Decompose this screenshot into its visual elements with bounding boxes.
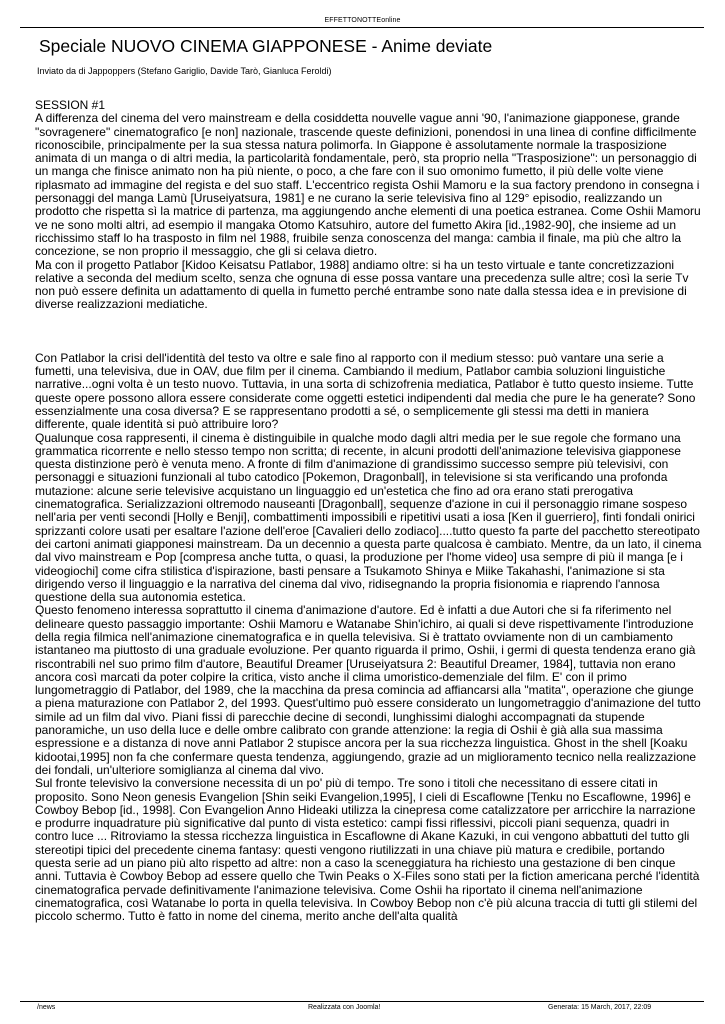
article-paragraph: Qualunque cosa rappresenti, il cinema è distinguibile in qualche modo dagli altri media per le sue regole che formano una grammatica ricorrente e nello stesso tempo non scritta; di recente, in alcuni prodotti dell'animazione televisiva giapponese questa distinzione però è venuta meno. A fronte di film d'animazione di grandissimo successo sempre più televisivi, con personaggi e situazioni funzionali al tubo catodico [Pokemon, Dragonball], in televisione si sta verificando una profonda mutazione: alcune serie televisive acquistano un linguaggio ed un'estetica che fino ad ora erano stati prerogativa cinematografica. Serializzazioni oltremodo nauseanti [Dragonball], sequenze d'azione in cui il personaggio rimane sospeso nell'aria per venti secondi [Holly e Benji], combattimenti impossibili e ripetitivi usati a iosa [Ken il guerriero], finti fondali onirici sprizzanti colore usati per esaltare l'azione dell'eroe [Cavalieri dello zodiaco]....tutto questo fa parte del pacchetto stereotipato dei cartoni animati giapponesi mainstream. Da un decennio a questa parte qualcosa è cambiato. Mentre, da un lato, il cinema dal vivo mainstream e Pop [compresa anche tutta, o quasi, la produzione per l'home video] usa sempre di più il manga [e i videogiochi] come cifra stilistica d'ispirazione, basti pensare a Tsukamoto Shinya e Miike Takahashi, l'animazione si sta dirigendo verso il linguaggio e la narrativa del cinema dal vivo, ridisegnando la propria fisionomia e riaprendo l'annosa questione della sua autonomia estetica. [35, 430, 702, 605]
article-body [35, 99, 703, 924]
footer-path: /news [37, 1004, 56, 1011]
site-header: EFFETTONOTTEonline [324, 17, 401, 24]
header-divider [20, 27, 704, 28]
article-paragraph: Con Patlabor la crisi dell'identità del testo va oltre e sale fino al rapporto con il medium stesso: può vantare una serie a fumetti, una televisiva, due in OAV, due film per il cinema. Cambiando il medium, Patlabor cambia soluzioni linguistiche narrative...ogni volta è un testo nuovo. Tuttavia, in una sorta di schizofrenia mediatica, Patlabor è tutto questo insieme. Tutte queste opere possono allora essere considerate come oggetti estetici indipendenti dal media che pure le ha generate? Sono essenzialmente una cosa diversa? E se rappresentano prodotti a sé, o semplicemente gli stessi ma detti in maniera differente, quale identità si può attribuire loro? [35, 350, 696, 432]
article-byline: Inviato da di Jappoppers (Stefano Gariglio, Davide Tarò, Gianluca Feroldi) [37, 66, 332, 76]
footer-generated-date: Generata: 15 March, 2017, 22:09 [548, 1004, 652, 1011]
article-title: Speciale NUOVO CINEMA GIAPPONESE - Anime deviate [39, 36, 493, 56]
session-heading: SESSION #1 [35, 98, 106, 112]
article-paragraph: Sul fronte televisivo la conversione necessita di un po' più di tempo. Tre sono i titoli che necessitano di essere citati in proposito. Sono Neon genesis Evangelion [Shin seiki Evangelion,1995], I cieli di Escaflowne [Tenku no Escaflowne, 1996] e Cowboy Bebop [id., 1998]. Con Evangelion Anno Hideaki utilizza la cinepresa come catalizzatore per arricchire la narrazione e produrre inquadrature più significative dal punto di vista estetico: campi fissi riflessivi, piccoli piani sequenza, quadri in contro luce ... Ritroviamo la stessa ricchezza linguistica in Escaflowne di Akane Kazuki, in cui vengono abbattuti del tutto gli stereotipi tipici del precedente cinema fantasy: questi vengono riutilizzati in una chiave più matura e credibile, portando questa serie ad un piano più alto rispetto ad altre: non a caso la sceneggiatura ha richiesto una gestazione di ben cinque anni. Tuttavia è Cowboy Bebop ad essere quello che Twin Peaks o X-Files sono stati per la fiction americana perché l'identità cinematografica pervade definitivamente l'animazione televisiva. Come Oshii ha riportato il cinema nell'animazione cinematografica, così Watanabe lo porta in quella televisiva. In Cowboy Bebop non c'è più alcuna traccia di tutti gli stilemi del piccolo schermo. Tutto è fatto in nome del cinema, merito anche dell'alta qualità [35, 776, 700, 924]
article-paragraph: A differenza del cinema del vero mainstream e della cosiddetta nouvelle vague anni '90, l'animazione giapponese, grande "sovragenere" cinematografico [e non] nazionale, trascende queste definizioni, ponendosi in una linea di confine difficilmente riconoscibile, principalmente per la sua stessa natura polimorfa. In Giappone è assolutamente normale la trasposizione animata di un manga o di altri media, la particolarità fondamentale, però, sta proprio nella "Trasposizione": un personaggio di un manga che finisce animato non ha più niente, o poco, a che fare con il suo omonimo fumetto, il più delle volte viene riplasmato ad immagine del regista e del suo staff. L'eccentrico regista Oshii Mamoru e la sua factory prendono in consegna i personaggi del manga Lamù [Uruseiyatsura, 1981] e ne curano la serie televisiva fino al 129° episodio, realizzando un prodotto che rispetta sì la matrice di partenza, ma aggiungendo anche elementi di una poetica estranea. Come Oshii Mamoru ve ne sono molti altri, ad esempio il mangaka Otomo Katsuhiro, autore del fumetto Akira [id.,1982-90], che insieme ad un ricchissimo staff lo ha trasposto in film nel 1988, fruibile senza conoscenza del manga: cambia il finale, ma più che altro la concezione, se non proprio il messaggio, che gli si celava dietro. [35, 111, 701, 259]
article-paragraph: Ma con il progetto Patlabor [Kidoo Keisatsu Patlabor, 1988] andiamo oltre: si ha un testo virtuale e tante concretizzazioni relative a seconda del medium scelto, senza che ognuna di esse possa vantare una precedenza sulle altre; così la serie Tv non può essere definita un adattamento di quella in fumetto perché entrambe sono nate dalla stessa idea e in previsione di diverse realizzazioni mediatiche. [35, 257, 689, 312]
article-paragraph: Questo fenomeno interessa soprattutto il cinema d'animazione d'autore. Ed è infatti a due Autori che si fa riferimento nel delineare questo passaggio importante: Oshii Mamoru e Watanabe Shin'ichiro, ai quali si deve rispettivamente l'introduzione della regia filmica nell'animazione cinematografica e in quella televisiva. Si è trattato ovviamente non di un cambiamento istantaneo ma piuttosto di una graduale evoluzione. Per quanto riguarda il primo, Oshii, i germi di questa tendenza erano già riscontrabili nel suo primo film d'autore, Beautiful Dreamer [Uruseiyatsura 2: Beautiful Dreamer, 1984], tuttavia non erano ancora così marcati da poter colpire la critica, visto anche il clima umoristico-demenziale del film. E' con il primo lungometraggio di Patlabor, del 1989, che la macchina da presa comincia ad affiancarsi alla "matita", operazione che giunge a piena maturazione con Patlabor 2, del 1993. Quest'ultimo può essere considerato un lungometraggio d'animazione del tutto simile ad un film dal vivo. Piani fissi di parecchie decine di secondi, lunghissimi dialoghi accompagnati da stupende panoramiche, un uso della luce e delle ombre calibrato con grande attenzione: la regia di Oshii è già alla sua massima espressione e a distanza di nove anni Patlabor 2 stupisce ancora per la sua ricchezza linguistica. Ghost in the shell [Koaku kidootai,1995] non fa che confermare questa tendenza, aggiungendo, grazie ad un miglioramento tecnico nella realizzazione dei fondali, un'ulteriore somiglianza al cinema dal vivo. [35, 603, 701, 777]
footer-divider [20, 1001, 704, 1002]
footer-credit: Realizzata con Joomla! [308, 1004, 381, 1011]
